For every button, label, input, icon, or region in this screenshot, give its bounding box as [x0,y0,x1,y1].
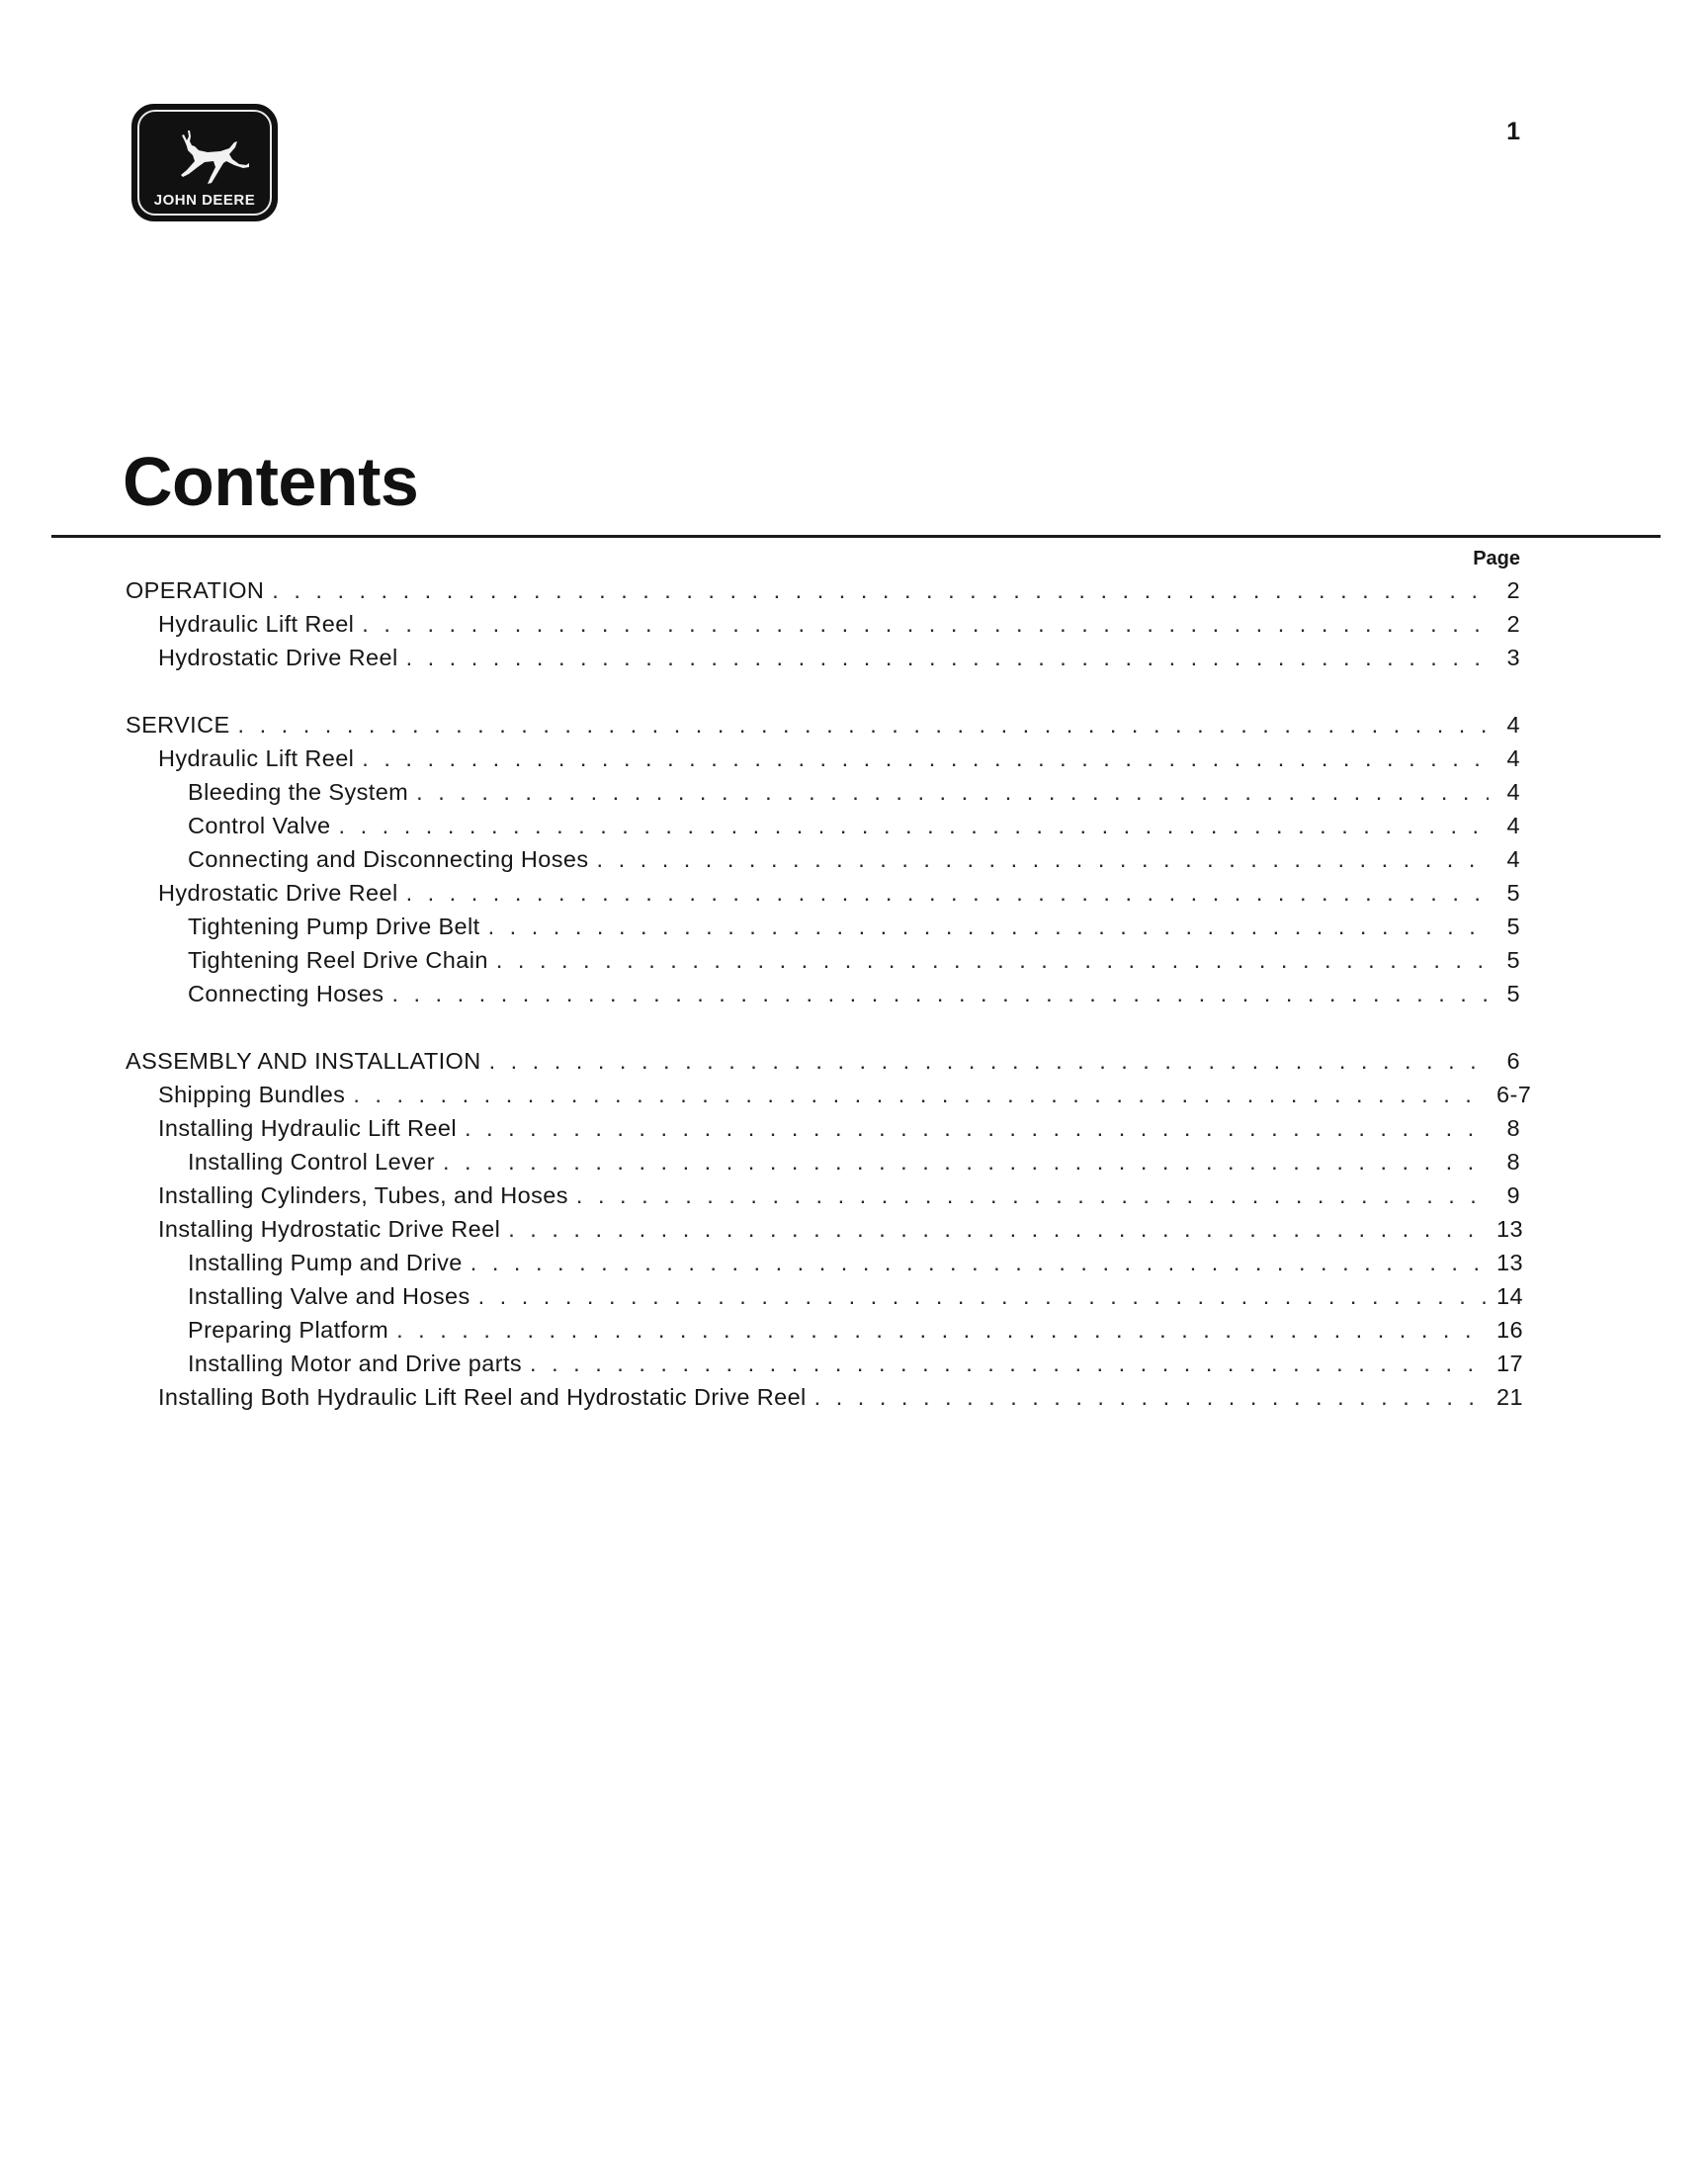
toc-entry-page: 5 [1506,880,1520,906]
toc-entry-label: Hydraulic Lift Reel [158,611,355,637]
toc-section [126,708,1520,1010]
toc-entry-page: 5 [1506,914,1520,939]
toc-entry-page: 8 [1506,1149,1520,1175]
toc-entry[interactable] [126,607,1520,641]
toc-entry[interactable] [126,573,1520,607]
toc-entry[interactable] [126,742,1520,775]
logo-text: JOHN DEERE [153,192,256,209]
table-of-contents [126,573,1532,1414]
toc-entry-label: Bleeding the System [188,779,409,805]
toc-entry-label: Installing Control Lever [188,1149,435,1175]
toc-entry-label: Installing Hydrostatic Drive Reel [158,1216,501,1242]
dot-leader [416,775,1489,809]
toc-entry-page: 4 [1506,712,1520,738]
toc-entry-label: ASSEMBLY AND INSTALLATION [126,1048,481,1074]
toc-entry-label: OPERATION [126,577,265,603]
toc-entry[interactable] [126,1212,1523,1246]
dot-leader [496,943,1489,977]
toc-entry-label: Control Valve [188,813,331,838]
toc-entry-label: Connecting and Disconnecting Hoses [188,846,589,872]
toc-entry-page: 16 [1496,1317,1523,1343]
toc-entry[interactable] [126,641,1520,674]
dot-leader [488,910,1489,943]
dot-leader [406,641,1489,674]
dot-leader [465,1111,1489,1145]
toc-entry[interactable] [126,876,1520,910]
toc-entry-label: Preparing Platform [188,1317,389,1343]
dot-leader [406,876,1489,910]
dot-leader [530,1347,1489,1380]
toc-entry[interactable] [126,1078,1532,1111]
toc-entry[interactable] [126,1279,1523,1313]
toc-entry-label: Tightening Reel Drive Chain [188,947,488,973]
toc-entry-label: Installing Motor and Drive parts [188,1351,523,1376]
page-number: 1 [1506,118,1520,145]
toc-entry[interactable] [126,943,1520,977]
dot-leader [470,1246,1489,1279]
toc-entry-label: Installing Cylinders, Tubes, and Hoses [158,1182,568,1208]
toc-entry[interactable] [126,1380,1523,1414]
dot-leader [443,1145,1489,1178]
toc-entry-page: 4 [1506,745,1520,771]
dot-leader [339,809,1489,842]
toc-entry-label: Hydrostatic Drive Reel [158,645,398,670]
toc-entry-label: SERVICE [126,712,230,738]
toc-entry[interactable] [126,1044,1520,1078]
toc-entry[interactable] [126,1145,1520,1178]
toc-entry-page: 4 [1506,813,1520,838]
toc-entry[interactable] [126,1111,1520,1145]
toc-entry[interactable] [126,910,1520,943]
dot-leader [478,1279,1489,1313]
toc-entry-page: 5 [1506,981,1520,1006]
toc-entry[interactable] [126,775,1520,809]
toc-entry-page: 5 [1506,947,1520,973]
toc-entry-page: 6-7 [1496,1082,1532,1107]
toc-entry-page: 8 [1506,1115,1520,1141]
dot-leader [396,1313,1489,1347]
toc-entry-page: 4 [1506,779,1520,805]
toc-entry-label: Tightening Pump Drive Belt [188,914,480,939]
dot-leader [597,842,1489,876]
toc-entry-label: Hydrostatic Drive Reel [158,880,398,906]
page-title: Contents [123,443,419,520]
toc-entry[interactable] [126,809,1520,842]
toc-entry[interactable] [126,1313,1523,1347]
toc-entry-page: 13 [1496,1216,1523,1242]
john-deere-logo [129,102,280,223]
toc-entry-label: Installing Pump and Drive [188,1250,463,1275]
toc-entry-page: 2 [1506,577,1520,603]
toc-entry-page: 6 [1506,1048,1520,1074]
toc-entry-page: 14 [1496,1283,1523,1309]
toc-section [126,1044,1532,1414]
toc-entry[interactable] [126,1178,1520,1212]
toc-entry-label: Hydraulic Lift Reel [158,745,355,771]
toc-entry-page: 17 [1496,1351,1523,1376]
dot-leader [362,742,1489,775]
toc-entry-page: 3 [1506,645,1520,670]
dot-leader [272,573,1489,607]
toc-entry[interactable] [126,1347,1523,1380]
toc-entry[interactable] [126,1246,1523,1279]
toc-entry[interactable] [126,708,1520,742]
toc-entry-label: Connecting Hoses [188,981,384,1006]
toc-entry-page: 21 [1496,1384,1523,1410]
dot-leader [353,1078,1489,1111]
dot-leader [814,1380,1489,1414]
toc-entry-page: 2 [1506,611,1520,637]
toc-entry-label: Shipping Bundles [158,1082,346,1107]
toc-entry[interactable] [126,842,1520,876]
dot-leader [576,1178,1489,1212]
toc-entry-label: Installing Valve and Hoses [188,1283,470,1309]
toc-entry-page: 13 [1496,1250,1523,1275]
dot-leader [362,607,1489,641]
page-column-label: Page [1473,548,1520,569]
toc-section [126,573,1520,674]
toc-entry-label: Installing Both Hydraulic Lift Reel and Hydrostatic Drive Reel [158,1384,807,1410]
toc-entry[interactable] [126,977,1520,1010]
dot-leader [391,977,1489,1010]
title-divider [51,535,1661,538]
toc-entry-page: 9 [1506,1182,1520,1208]
dot-leader [508,1212,1489,1246]
toc-entry-label: Installing Hydraulic Lift Reel [158,1115,457,1141]
dot-leader [489,1044,1489,1078]
toc-entry-page: 4 [1506,846,1520,872]
dot-leader [238,708,1489,742]
